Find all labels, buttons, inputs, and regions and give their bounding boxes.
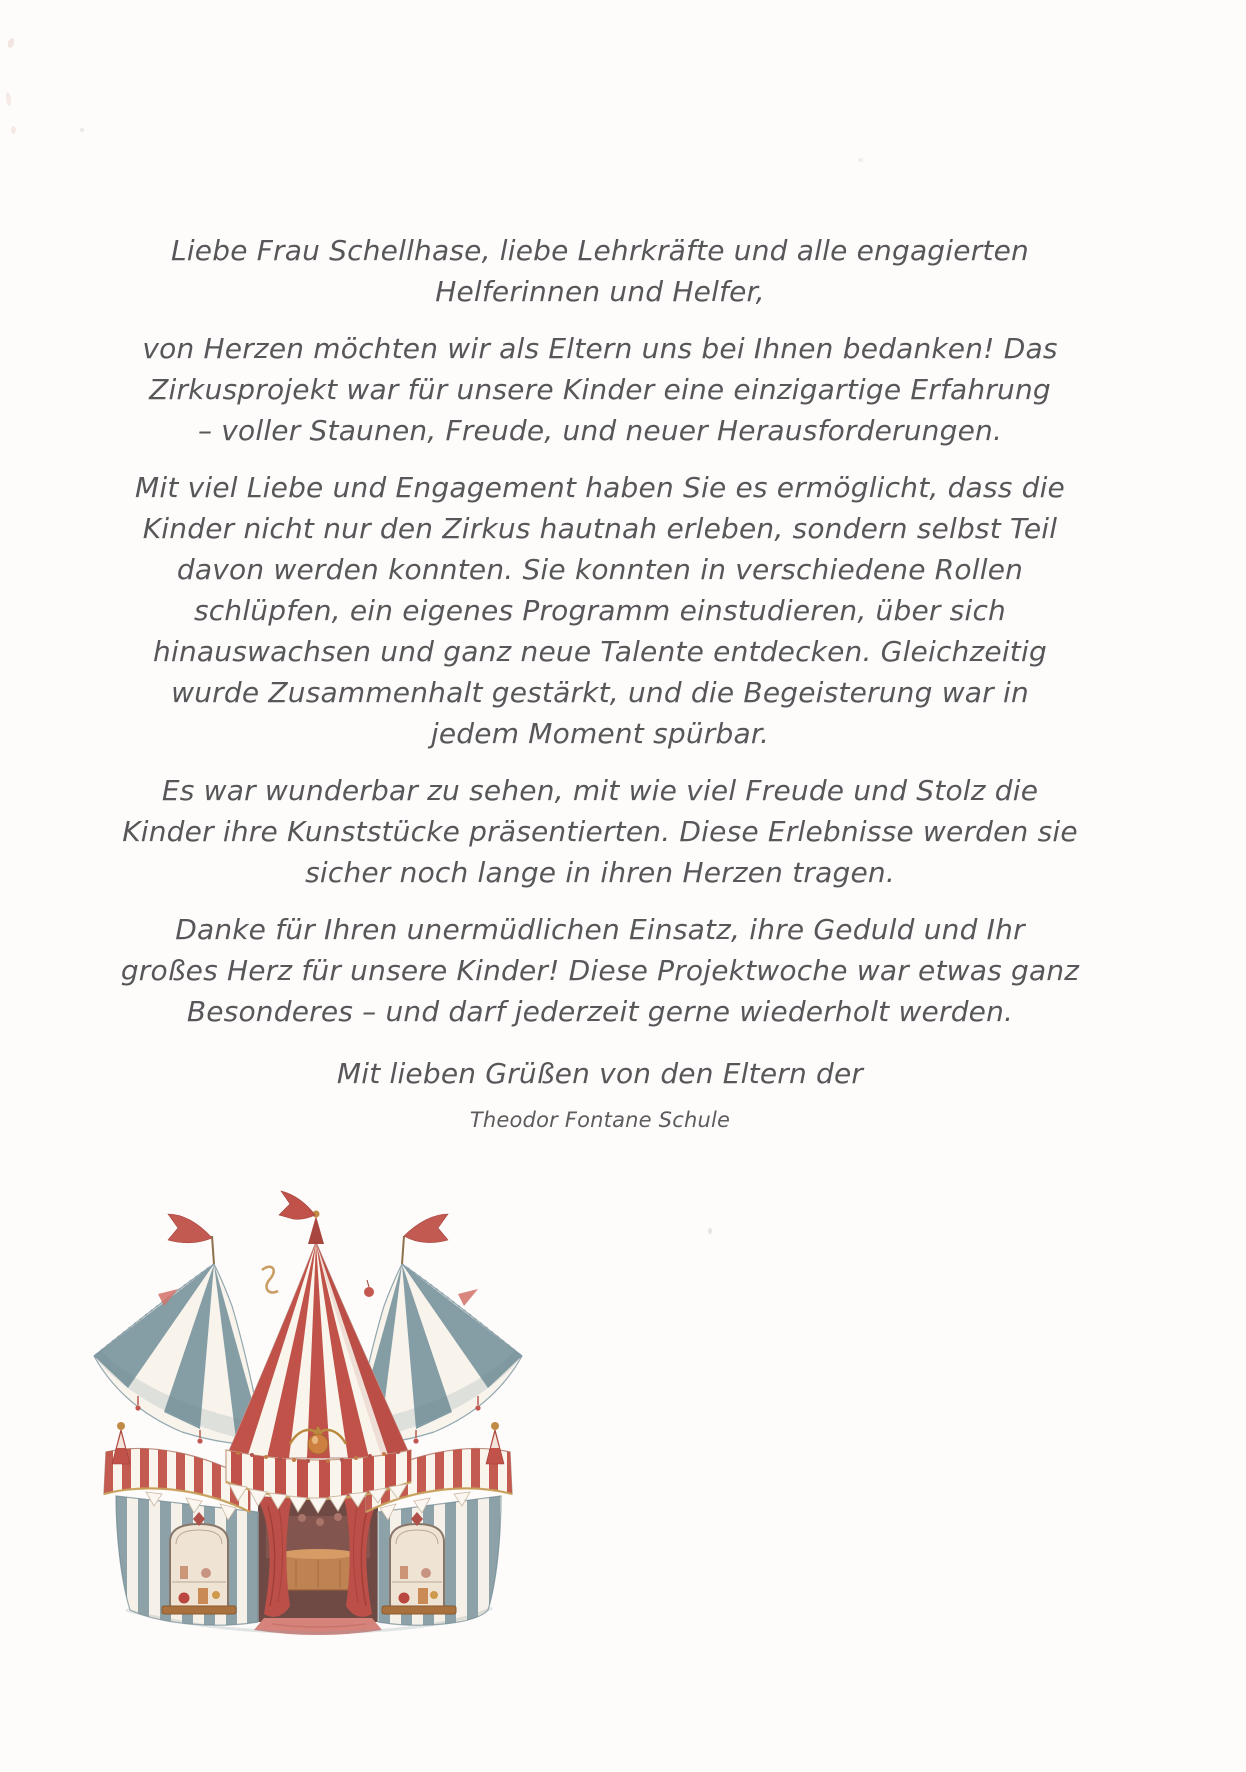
scan-artifact: [5, 92, 12, 107]
letter-line: hinauswachsen und ganz neue Talente entdecken. Gleichzeitig: [153, 635, 1047, 668]
letter-line: von Herzen möchten wir als Eltern uns bei Ihnen bedanken! Das: [142, 332, 1058, 365]
letter-salutation: [60, 230, 1140, 312]
school-name: Theodor Fontane Schule: [469, 1108, 731, 1132]
flag-icon: [168, 1214, 212, 1243]
letter-paragraph: [60, 467, 1140, 754]
letter-line: Besonderes – und darf jederzeit gerne wiederholt werden.: [186, 995, 1014, 1028]
letter-line: Helferinnen und Helfer,: [435, 275, 765, 308]
tent-left-sail: [94, 1214, 264, 1445]
letter-line: sicher noch lange in ihren Herzen tragen.: [305, 856, 895, 889]
ribbon-ornament: [262, 1267, 278, 1293]
scan-artifact: [6, 37, 15, 48]
letter-line: schlüpfen, ein eigenes Programm einstudieren, über sich: [194, 594, 1006, 627]
circus-tent-illustration: [86, 1186, 526, 1636]
left-window: [162, 1524, 236, 1614]
stage-table: [280, 1549, 356, 1590]
letter-line: Zirkusprojekt war für unsere Kinder eine einzigartige Erfahrung: [149, 373, 1051, 406]
spike-finial: [491, 1422, 499, 1430]
tent-spire: [308, 1216, 324, 1244]
letter-line: davon werden konnten. Sie konnten in verschiedene Rollen: [176, 553, 1024, 586]
letter-line: Danke für Ihren unermüdlichen Einsatz, ihre Geduld und Ihr: [175, 913, 1025, 946]
letter-line: wurde Zusammenhalt gestärkt, und die Begeisterung war in: [171, 676, 1029, 709]
letter-paragraph: [60, 909, 1140, 1032]
letter-body: [60, 0, 1140, 1135]
flag-icon: [404, 1214, 448, 1243]
scan-artifact: [708, 1228, 712, 1234]
letter-line: Mit viel Liebe und Engagement haben Sie es ermöglicht, dass die: [135, 471, 1065, 504]
ball-ornament: [364, 1287, 374, 1297]
letter-line: jedem Moment spürbar.: [430, 717, 770, 750]
spike-finial: [117, 1422, 125, 1430]
scan-artifact: [11, 126, 16, 134]
letter-line: großes Herz für unsere Kinder! Diese Projektwoche war etwas ganz: [120, 954, 1080, 987]
flag-icon: [458, 1289, 478, 1306]
letter-line: Kinder nicht nur den Zirkus hautnah erleben, sondern selbst Teil: [142, 512, 1058, 545]
tent-entrance: [254, 1496, 382, 1635]
flag-icon: [279, 1191, 315, 1219]
letter-paragraph: [60, 328, 1140, 451]
letter-line: Es war wunderbar zu sehen, mit wie viel Freude und Stolz die: [161, 774, 1039, 807]
letter-line: Liebe Frau Schellhase, liebe Lehrkräfte und alle engagierten: [171, 234, 1029, 267]
letter-paragraph: [60, 770, 1140, 893]
letter-closing: Mit lieben Grüßen von den Eltern der: [336, 1057, 864, 1090]
letter-line: Kinder ihre Kunststücke präsentierten. Diese Erlebnisse werden sie: [122, 815, 1078, 848]
letter-line: – voller Staunen, Freude, und neuer Herausforderungen.: [197, 414, 1003, 447]
